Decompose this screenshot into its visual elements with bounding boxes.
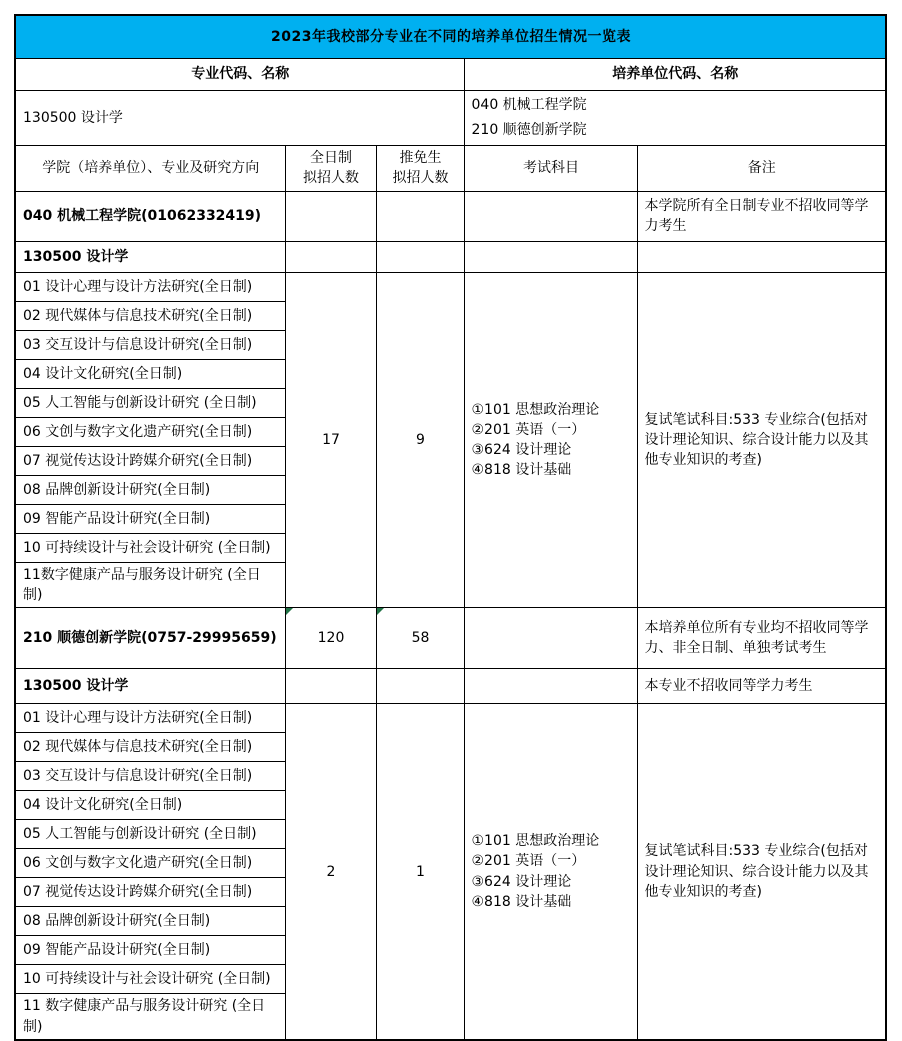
- excel-error-indicator-icon: [286, 608, 293, 615]
- direction-row: 05 人工智能与创新设计研究 (全日制): [15, 388, 285, 417]
- exam-subjects: [464, 272, 637, 608]
- direction-row: 02 现代媒体与信息技术研究(全日制): [15, 733, 285, 762]
- direction-row: 06 文创与数字文化遗产研究(全日制): [15, 849, 285, 878]
- unit-row-exempt-empty: [376, 191, 464, 241]
- col-header-directions: 学院（培养单位）、专业及研究方向: [15, 145, 285, 191]
- unit-row-name: 040 机械工程学院(01062332419): [15, 191, 285, 241]
- direction-row: 10 可持续设计与社会设计研究 (全日制): [15, 533, 285, 562]
- direction-row: 04 设计文化研究(全日制): [15, 791, 285, 820]
- unit-row-exam-empty: [464, 608, 637, 669]
- col-header-fulltime: [285, 145, 376, 191]
- unit-line: 040 机械工程学院: [471, 96, 587, 113]
- direction-row: 11数字健康产品与服务设计研究 (全日制): [15, 562, 285, 608]
- unit-code-header: 培养单位代码、名称: [464, 58, 886, 90]
- direction-row: 01 设计心理与设计方法研究(全日制): [15, 704, 285, 733]
- col-header-fulltime-line2: 拟招人数: [303, 170, 359, 187]
- section-remark: 复试笔试科目:533 专业综合(包括对设计理论知识、综合设计能力以及其他专业知识的考查): [637, 704, 886, 1040]
- major-row-exam-empty: [464, 241, 637, 272]
- fulltime-count: 17: [285, 272, 376, 608]
- direction-row: 07 视觉传达设计跨媒介研究(全日制): [15, 878, 285, 907]
- direction-row: 09 智能产品设计研究(全日制): [15, 936, 285, 965]
- unit-fulltime-value: 120: [317, 630, 345, 647]
- admissions-table: [14, 14, 887, 1041]
- col-header-fulltime-line1: 全日制: [310, 150, 352, 167]
- exempt-count: 1: [376, 704, 464, 1040]
- direction-row: 10 可持续设计与社会设计研究 (全日制): [15, 965, 285, 994]
- major-row-fulltime-empty: [285, 241, 376, 272]
- direction-row: 05 人工智能与创新设计研究 (全日制): [15, 820, 285, 849]
- unit-row-fulltime-empty: [285, 191, 376, 241]
- direction-row: 08 品牌创新设计研究(全日制): [15, 475, 285, 504]
- exam-line: ②201 英语（一）: [471, 853, 586, 870]
- unit-row-name: 210 顺德创新学院(0757-29995659): [15, 608, 285, 669]
- col-header-remark: 备注: [637, 145, 886, 191]
- major-row-name: 130500 设计学: [15, 241, 285, 272]
- unit-line: 210 顺德创新学院: [471, 121, 587, 138]
- direction-row: 11 数字健康产品与服务设计研究 (全日制): [15, 994, 285, 1040]
- unit-exempt-value: 58: [411, 630, 430, 647]
- direction-row: 01 设计心理与设计方法研究(全日制): [15, 272, 285, 301]
- direction-row: 08 品牌创新设计研究(全日制): [15, 907, 285, 936]
- exam-line: ①101 思想政治理论: [471, 833, 600, 850]
- exempt-count: 9: [376, 272, 464, 608]
- unit-code-values: [464, 90, 886, 145]
- direction-row: 07 视觉传达设计跨媒介研究(全日制): [15, 446, 285, 475]
- direction-row: 09 智能产品设计研究(全日制): [15, 504, 285, 533]
- col-header-exempt: [376, 145, 464, 191]
- unit-fulltime-count: [285, 608, 376, 669]
- major-row-exempt-empty: [376, 669, 464, 704]
- unit-exempt-count: [376, 608, 464, 669]
- major-row-remark: 本专业不招收同等学力考生: [637, 669, 886, 704]
- major-row-remark: [637, 241, 886, 272]
- exam-line: ①101 思想政治理论: [471, 401, 600, 418]
- major-code-value: 130500 设计学: [15, 90, 464, 145]
- exam-line: ④818 设计基础: [471, 894, 572, 911]
- direction-row: 06 文创与数字文化遗产研究(全日制): [15, 417, 285, 446]
- exam-line: ④818 设计基础: [471, 462, 572, 479]
- exam-subjects: [464, 704, 637, 1040]
- direction-row: 03 交互设计与信息设计研究(全日制): [15, 762, 285, 791]
- major-row-name: 130500 设计学: [15, 669, 285, 704]
- exam-line: ②201 英语（一）: [471, 421, 586, 438]
- fulltime-count: 2: [285, 704, 376, 1040]
- major-row-exempt-empty: [376, 241, 464, 272]
- direction-row: 04 设计文化研究(全日制): [15, 359, 285, 388]
- unit-row-remark: 本培养单位所有专业均不招收同等学力、非全日制、单独考试考生: [637, 608, 886, 669]
- major-row-exam-empty: [464, 669, 637, 704]
- unit-row-remark: 本学院所有全日制专业不招收同等学力考生: [637, 191, 886, 241]
- direction-row: 03 交互设计与信息设计研究(全日制): [15, 330, 285, 359]
- major-code-header: 专业代码、名称: [15, 58, 464, 90]
- major-row-fulltime-empty: [285, 669, 376, 704]
- excel-error-indicator-icon: [377, 608, 384, 615]
- unit-row-exam-empty: [464, 191, 637, 241]
- exam-line: ③624 设计理论: [471, 873, 572, 890]
- col-header-exam: 考试科目: [464, 145, 637, 191]
- col-header-exempt-line1: 推免生: [399, 150, 442, 167]
- direction-row: 02 现代媒体与信息技术研究(全日制): [15, 301, 285, 330]
- section-remark: 复试笔试科目:533 专业综合(包括对设计理论知识、综合设计能力以及其他专业知识的考查): [637, 272, 886, 608]
- exam-line: ③624 设计理论: [471, 442, 572, 459]
- table-title: 2023年我校部分专业在不同的培养单位招生情况一览表: [15, 15, 886, 58]
- col-header-exempt-line2: 拟招人数: [392, 170, 449, 187]
